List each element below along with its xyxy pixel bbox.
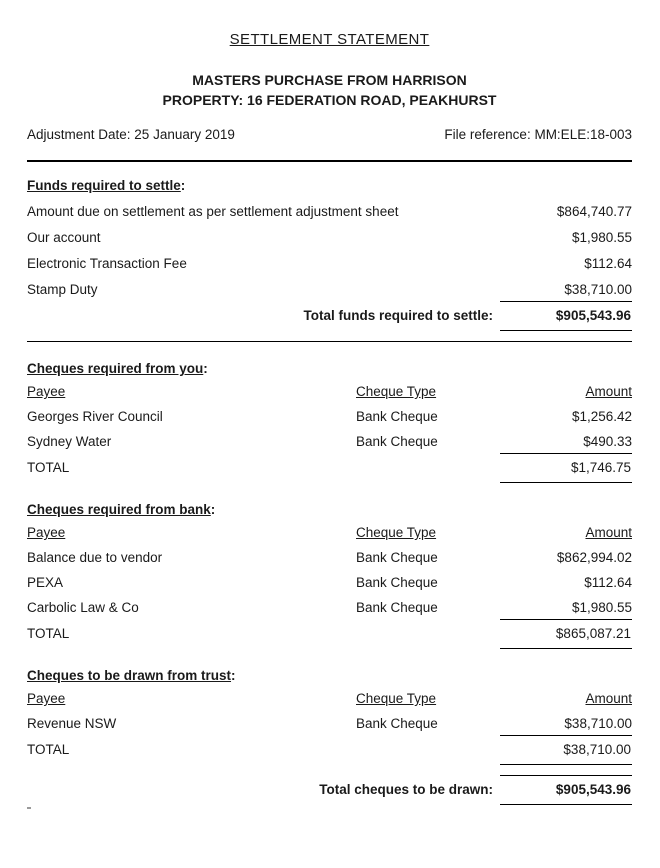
funds-line-item — [27, 255, 632, 273]
amount-cell: $38,710.00 — [564, 716, 632, 731]
matter-line: MASTERS PURCHASE FROM HARRISON — [192, 72, 467, 88]
line-item-amount: $112.64 — [584, 255, 632, 271]
total-label: TOTAL — [27, 626, 70, 641]
line-item-label: Electronic Transaction Fee — [27, 255, 187, 271]
amount-cell: $1,980.55 — [571, 600, 632, 615]
cheque-type-cell: Bank Cheque — [356, 550, 438, 565]
funds-line-item — [27, 229, 632, 247]
table-total-row — [27, 453, 632, 483]
cheque-type-column-header: Cheque Type — [356, 691, 437, 706]
payee-column-header: Payee — [27, 691, 66, 706]
table-total-row — [27, 735, 632, 765]
funds-total-label: Total funds required to settle: — [303, 307, 493, 323]
table-row — [27, 549, 632, 567]
table-row — [27, 715, 632, 733]
payee-cell: PEXA — [27, 575, 64, 590]
grand-total-label: Total cheques to be drawn: — [319, 782, 493, 797]
amount-cell: $862,994.02 — [556, 550, 632, 565]
document-title — [27, 30, 632, 50]
funds-total-amount: $905,543.96 — [500, 301, 632, 331]
cheque-type-column-header: Cheque Type — [356, 384, 437, 399]
table-row — [27, 574, 632, 592]
cheque-type-cell: Bank Cheque — [356, 575, 438, 590]
grand-total-row — [27, 775, 632, 805]
cheques-trust-heading: Cheques to be drawn from trust: — [27, 668, 236, 683]
stray-mark — [27, 807, 31, 809]
table-total-row — [27, 619, 632, 649]
header-divider — [27, 160, 632, 162]
total-label: TOTAL — [27, 460, 70, 475]
payee-cell: Carbolic Law & Co — [27, 600, 139, 615]
cheques-trust-header-row — [27, 690, 632, 708]
line-item-label: Stamp Duty — [27, 281, 98, 297]
meta-row — [27, 126, 632, 144]
funds-section-heading: Funds required to settle: — [27, 177, 186, 193]
funds-line-item — [27, 203, 632, 221]
line-item-amount: $38,710.00 — [564, 281, 632, 297]
cheque-type-cell: Bank Cheque — [356, 600, 438, 615]
table-row — [27, 433, 632, 451]
payee-cell: Georges River Council — [27, 409, 163, 424]
line-item-amount: $864,740.77 — [556, 203, 632, 219]
line-item-label: Amount due on settlement as per settlement adjustment sheet — [27, 203, 399, 219]
adjustment-date: Adjustment Date: 25 January 2019 — [27, 127, 235, 142]
cheque-type-cell: Bank Cheque — [356, 434, 438, 449]
amount-cell: $490.33 — [583, 434, 632, 449]
amount-column-header: Amount — [585, 525, 632, 540]
payee-cell: Revenue NSW — [27, 716, 117, 731]
amount-cell: $1,256.42 — [571, 409, 632, 424]
payee-column-header: Payee — [27, 525, 66, 540]
cheque-type-cell: Bank Cheque — [356, 409, 438, 424]
document-title-text: SETTLEMENT STATEMENT — [229, 31, 430, 48]
funds-section-divider — [27, 341, 632, 343]
total-label: TOTAL — [27, 742, 70, 757]
amount-column-header: Amount — [585, 691, 632, 706]
line-item-amount: $1,980.55 — [571, 229, 632, 245]
amount-column-header: Amount — [585, 384, 632, 399]
total-amount: $865,087.21 — [500, 619, 632, 649]
total-amount: $38,710.00 — [500, 735, 632, 765]
total-amount: $1,746.75 — [500, 453, 632, 483]
cheques-you-heading: Cheques required from you: — [27, 361, 208, 376]
payee-cell: Sydney Water — [27, 434, 112, 449]
payee-column-header: Payee — [27, 384, 66, 399]
funds-total-row — [27, 301, 632, 331]
table-row — [27, 408, 632, 426]
payee-cell: Balance due to vendor — [27, 550, 163, 565]
cheque-type-column-header: Cheque Type — [356, 525, 437, 540]
cheques-bank-heading: Cheques required from bank: — [27, 502, 216, 517]
cheques-bank-header-row — [27, 524, 632, 542]
grand-total-amount: $905,543.96 — [500, 775, 632, 805]
cheque-type-cell: Bank Cheque — [356, 716, 438, 731]
amount-cell: $112.64 — [584, 575, 632, 590]
file-reference: File reference: MM:ELE:18-003 — [444, 127, 632, 142]
line-item-label: Our account — [27, 229, 101, 245]
document-subtitles — [27, 70, 632, 110]
property-line: PROPERTY: 16 FEDERATION ROAD, PEAKHURST — [162, 92, 497, 108]
cheques-you-header-row — [27, 383, 632, 401]
table-row — [27, 599, 632, 617]
funds-line-item — [27, 281, 632, 299]
